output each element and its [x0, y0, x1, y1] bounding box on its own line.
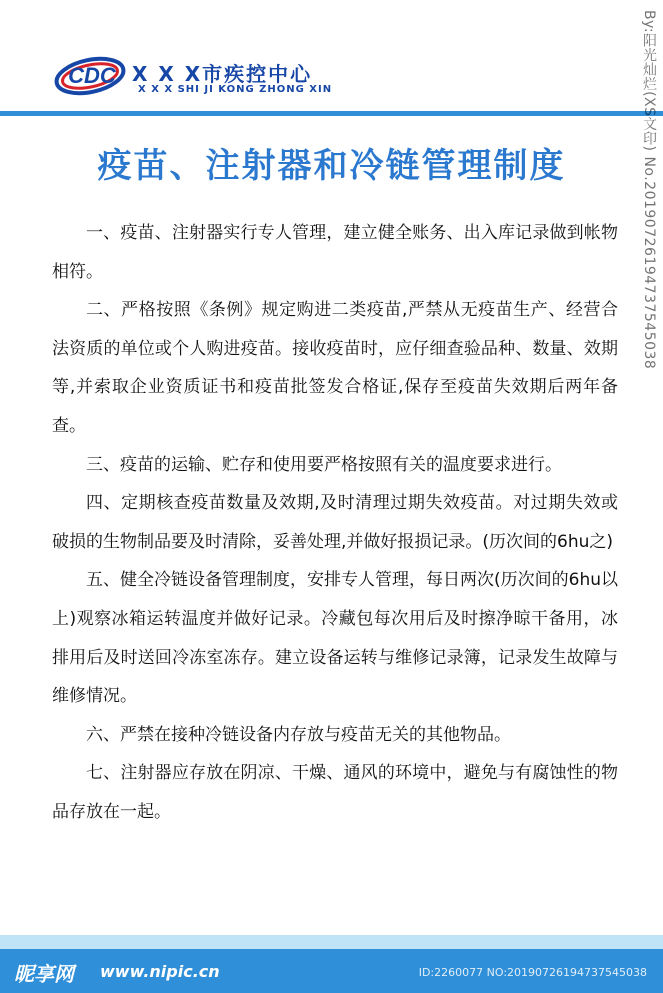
paragraph-4: 四、定期核查疫苗数量及效期,及时清理过期失效疫苗。对过期失效或破损的生物制品要及时清除，妥善处理,并做好报损记录。(历次间的6hu之) [52, 493, 618, 552]
footer-watermark-id: ID:2260077 NO:20190726194737545038 [418, 966, 647, 979]
page-title: 疫苗、注射器和冷链管理制度 [97, 146, 566, 186]
cdc-logo [52, 50, 130, 100]
footer-light-band [0, 935, 663, 949]
regulation-body [52, 214, 618, 832]
footer-watermark-logo: 昵享网 [14, 962, 74, 986]
paragraph-5: 五、健全冷链设备管理制度，安排专人管理，每日两次(历次间的6hu以上)观察冰箱运转温度并做好记录。冷藏包每次用后及时擦净晾干备用，冰排用后及时送回冷冻室冻存。建立设备运转与维修记录簿，记录发生故障与维修情况。 [52, 570, 618, 707]
header-divider [0, 111, 663, 116]
paragraph-1: 一、疫苗、注射器实行专人管理，建立健全账务、出入库记录做到帐物相符。 [52, 223, 618, 282]
header [0, 0, 663, 112]
paragraph-7: 七、注射器应存放在阴凉、干燥、通风的环境中，避免与有腐蚀性的物品存放在一起。 [52, 763, 618, 822]
org-pinyin: X X X SHI JI KONG ZHONG XIN [138, 84, 333, 95]
footer-watermark-url: www.nipic.cn [100, 962, 220, 981]
logo-lettering: CDC [68, 63, 116, 88]
org-name: X X X市疾控中心 [132, 62, 313, 86]
paragraph-6: 六、严禁在接种冷链设备内存放与疫苗无关的其他物品。 [86, 724, 511, 745]
paragraph-3: 三、疫苗的运输、贮存和使用要严格按照有关的温度要求进行。 [86, 454, 562, 475]
paragraph-2: 二、严格按照《条例》规定购进二类疫苗,严禁从无疫苗生产、经营合法资质的单位或个人购进疫苗。接收疫苗时，应仔细查验品种、数量、效期等,并索取企业资质证书和疫苗批签发合格证,保存至疫苗失效期后两年备查。 [52, 300, 618, 436]
side-watermark: By:阳光灿烂(XS文印) No.20190726194737545038 [641, 10, 657, 370]
